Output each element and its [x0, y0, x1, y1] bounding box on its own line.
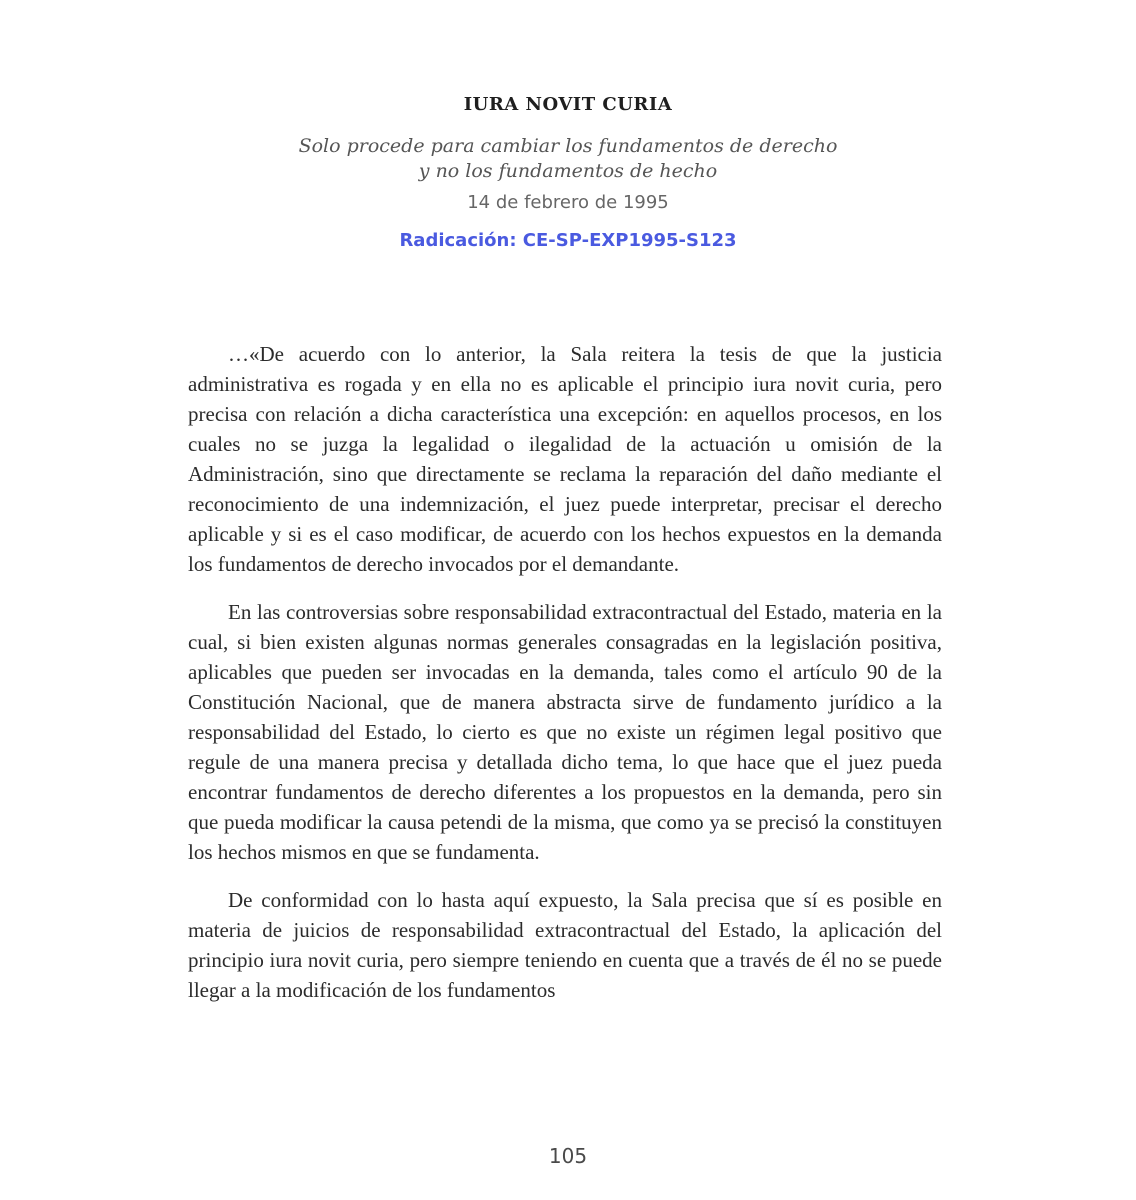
paragraph-3: De conformidad con lo hasta aquí expuesto, la Sala precisa que sí es posible en materia de juicios de responsabilidad extracontractual del Estado, la aplicación del principio iura novit curia, pero siempre teniendo en cuenta que a través de él no se puede llegar a la modificación de los fundamentos — [188, 888, 942, 1002]
body-text — [188, 339, 942, 1023]
section-title: IURA NOVIT CURIA — [463, 94, 673, 115]
paragraph-1: …«De acuerdo con lo anterior, la Sala reitera la tesis de que la justicia administrativa es rogada y en ella no es aplicable el principio iura novit curia, pero precisa con relación a dicha característica una excepción: en aquellos procesos, en los cuales no se juzga la legalidad o ilegalidad de la actuación u omisión de la Administración, sino que directamente se reclama la reparación del daño mediante el reconocimiento de una indemnización, el juez puede interpretar, precisar el derecho aplicable y si es el caso modificar, de acuerdo con los hechos expuestos en la demanda los fundamentos de derecho invocados por el demandante. — [188, 342, 942, 576]
filing-number: Radicación: CE-SP-EXP1995-S123 — [399, 230, 737, 251]
subtitle-line-2: y no los fundamentos de hecho — [418, 160, 718, 182]
ruling-date: 14 de febrero de 1995 — [467, 192, 669, 213]
subtitle-line-1: Solo procede para cambiar los fundamentos de derecho — [298, 135, 838, 157]
paragraph-2: En las controversias sobre responsabilidad extracontractual del Estado, materia en la cual, si bien existen algunas normas generales consagradas en la legislación positiva, aplicables que pueden ser invocadas en la demanda, tales como el artículo 90 de la Constitución Nacional, que de manera abstracta sirve de fundamento jurídico a la responsabilidad del Estado, lo cierto es que no existe un régimen legal positivo que regule de una manera precisa y detallada dicho tema, lo que hace que el juez pueda encontrar fundamentos de derecho diferentes a los propuestos en la demanda, pero sin que pueda modificar la causa petendi de la misma, que como ya se precisó la constituyen los hechos mismos en que se fundamenta. — [188, 600, 942, 864]
section-subtitle — [0, 134, 1136, 184]
section-header — [0, 92, 1136, 254]
page-number: 105 — [548, 1144, 588, 1168]
